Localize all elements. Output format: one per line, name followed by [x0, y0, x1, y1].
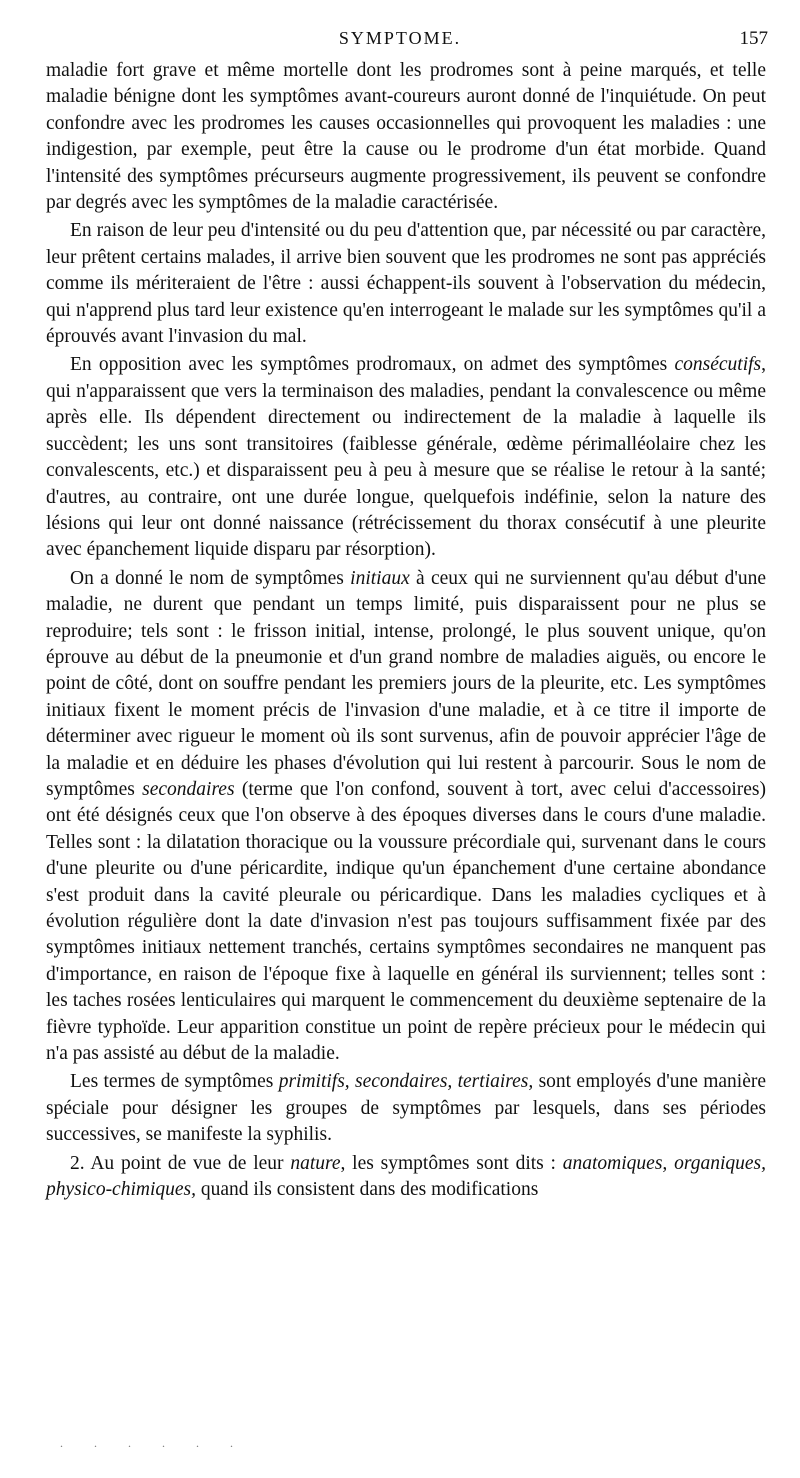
page-header — [0, 26, 800, 52]
text-run: maladie fort grave et même mortelle dont les prodromes sont à peine marqués, et telle maladie bénigne dont les symptômes avant-coureurs auront donné de l'inquiétude. On peut confondre avec les prodromes les causes occasionnelles qui provoquent les maladies : une indigestion, par exemple, peut être la cause ou le prodrome d'un état morbide. Quand l'intensité des symptômes précurseurs augmente progressivement, ils peuvent se confondre par degrés avec les symptômes de la maladie caractérisée. — [46, 60, 766, 214]
italic-term: consécutifs — [674, 354, 762, 376]
text-run: En opposition avec les symptômes prodromaux, on admet des symptômes — [70, 354, 675, 376]
text-run: , qui n'apparaissent que vers la terminaison des maladies, pendant la convalescence ou même après elle. Ils dépendent directement ou indirectement de la maladie à laquelle ils succèdent; les uns sont transitoires (faiblesse générale, œdème périmalléolaire chez les convalescents, etc.) et disparaissent peu à peu à mesure que se réalise le retour à la santé; d'autres, au contraire, ont une durée longue, quelquefois indéfinie, selon la nature des lésions qui leur ont donné naissance (rétrécissement du thorax consécutif à une pleurite avec épanchement liquide disparu par résorption). — [46, 354, 766, 561]
running-title: SYMPTOME. — [338, 28, 462, 48]
italic-term: secondaires — [142, 778, 235, 800]
paragraph — [46, 1069, 766, 1148]
text-run: En raison de leur peu d'intensité ou du peu d'attention que, par nécessité ou par caractère, leur prêtent certains malades, il arrive bien souvent que les prodromes ne sont pas appréciés comme ils mériteraient de l'être : aussi échappent-ils souvent à l'observation du médecin, qui n'apprend plus tard leur existence qu'en interrogeant le malade sur les symptômes qu'il a éprouvés avant l'invasion du mal. — [46, 220, 766, 348]
text-run: Les termes de symptômes — [70, 1071, 279, 1093]
paragraph — [46, 218, 766, 350]
text-run: sont employés d'une manière spéciale pour désigner les groupes de symptômes par lesquels, dans ses périodes successives, se manifeste la syphilis. — [46, 1071, 767, 1146]
footer-marks: . . . . . . — [60, 1436, 247, 1450]
text-run: quand ils consistent dans des modifications — [196, 1179, 539, 1201]
paragraph — [46, 1151, 766, 1204]
body-text — [46, 58, 766, 1203]
text-run: à ceux qui ne surviennent qu'au début d'une maladie, ne durent que pendant un temps limité, puis disparaissent pour ne plus se reproduire; tels sont : le frisson initial, intense, prolongé, le plus souvent unique, qu'on éprouve au début de la pneumonie et d'un grand nombre de maladies aiguës, ou encore le point de côté, dont on souffre pendant les premiers jours de la pleurite, etc. Les symptômes initiaux fixent le moment précis de l'invasion d'une maladie, et à ce titre il importe de déterminer avec rigueur le moment où ils sont survenus, afin de pouvoir apprécier l'âge de la maladie et en déduire les phases d'évolution qui lui restent à parcourir. Sous le nom de symptômes — [46, 567, 767, 800]
italic-term: nature — [290, 1152, 341, 1174]
text-run: , les symptômes sont dits : — [340, 1152, 563, 1174]
text-run: On a donné le nom de symptômes — [70, 567, 351, 589]
paragraph — [46, 352, 766, 563]
italic-term: primitifs, secondaires, tertiaires, — [278, 1071, 534, 1093]
paragraph — [46, 566, 766, 1068]
paragraph — [46, 58, 766, 216]
italic-term: initiaux — [350, 567, 410, 589]
text-run: 2. Au point de vue de leur — [70, 1152, 291, 1174]
text-run: (terme que l'on confond, souvent à tort, avec celui d'accessoires) ont été désignés ceux que l'on observe à des époques diverses dans le cours d'une maladie. Telles sont : la dilatation thoracique ou la voussure précordiale qui, survenant dans le cours d'une pleurite ou d'une péricardite, indique qu'un épanchement d'une certaine abondance s'est produit dans la cavité pleurale ou péricardique. Dans les maladies cycliques et à évolution régulière dont la date d'invasion n'est pas toujours suffisamment fixée par des symptômes initiaux nettement tranchés, certains symptômes secondaires ne manquent pas d'importance, en raison de l'époque fixe à laquelle en général ils surviennent; telles sont : les taches rosées lenticulaires qui marquent le commencement du deuxième septenaire de la fièvre typhoïde. Leur apparition constitue un point de repère précieux pour le médecin qui n'a pas assisté au début de la maladie. — [46, 778, 766, 1065]
page-number: 157 — [739, 28, 768, 49]
italic-term: anatomiques, organiques, physico-chimiques, — [46, 1152, 766, 1201]
